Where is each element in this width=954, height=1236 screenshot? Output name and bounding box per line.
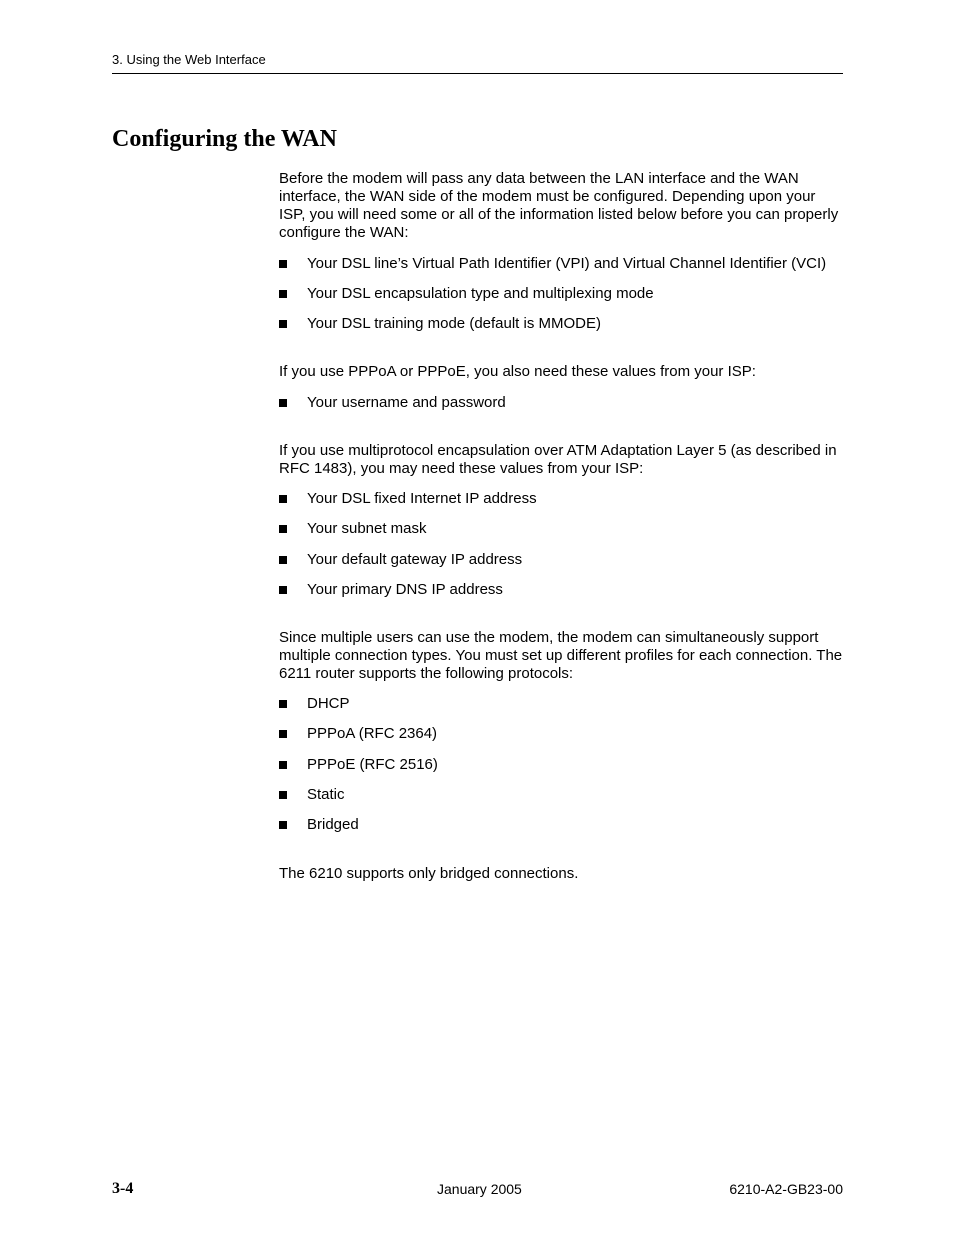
square-bullet-icon	[279, 260, 287, 268]
wan-info-list	[279, 255, 845, 333]
list-item-text: Your subnet mask	[307, 520, 427, 537]
running-header: 3. Using the Web Interface	[112, 52, 266, 67]
list-item	[279, 756, 845, 774]
list-item-text: Your DSL encapsulation type and multiplexing mode	[307, 285, 654, 302]
document-number: 6210-A2-GB23-00	[729, 1181, 843, 1197]
mpe-paragraph: If you use multiprotocol encapsulation over ATM Adaptation Layer 5 (as described in RFC 1483), you may need these values from your ISP:	[279, 442, 837, 477]
list-item	[279, 551, 845, 569]
list-item	[279, 786, 845, 804]
list-item	[279, 520, 845, 538]
list-item-text: PPPoE (RFC 2516)	[307, 756, 438, 773]
square-bullet-icon	[279, 320, 287, 328]
list-item-text: Your username and password	[307, 394, 506, 411]
protocol-list	[279, 695, 845, 834]
list-item-text: Your DSL fixed Internet IP address	[307, 490, 537, 507]
list-item	[279, 315, 845, 333]
square-bullet-icon	[279, 399, 287, 407]
list-item	[279, 695, 845, 713]
list-item-text: DHCP	[307, 695, 350, 712]
square-bullet-icon	[279, 525, 287, 533]
list-item-text: Your DSL line’s Virtual Path Identifier (VPI) and Virtual Channel Identifier (VCI)	[307, 255, 827, 272]
section-title: Configuring the WAN	[112, 126, 337, 152]
list-item-text: Your default gateway IP address	[307, 551, 523, 568]
list-item-text: Static	[307, 786, 345, 803]
list-item	[279, 490, 845, 508]
square-bullet-icon	[279, 586, 287, 594]
list-item	[279, 394, 845, 412]
closing-paragraph: The 6210 supports only bridged connections.	[279, 865, 579, 882]
list-item-text: Your DSL training mode (default is MMODE)	[307, 315, 602, 332]
list-item	[279, 285, 845, 303]
square-bullet-icon	[279, 700, 287, 708]
square-bullet-icon	[279, 791, 287, 799]
list-item-text: PPPoA (RFC 2364)	[307, 725, 438, 742]
section-body	[279, 170, 845, 883]
list-item	[279, 725, 845, 743]
intro-paragraph: Before the modem will pass any data between the LAN interface and the WAN interface, the WAN side of the modem must be configured. Depending upon your ISP, you will need some or all of the information listed below before you can properly configure the WAN:	[279, 170, 839, 241]
square-bullet-icon	[279, 730, 287, 738]
square-bullet-icon	[279, 290, 287, 298]
list-item	[279, 581, 845, 599]
list-item-text: Bridged	[307, 816, 359, 833]
ppp-info-list	[279, 394, 845, 412]
mpe-info-list	[279, 490, 845, 599]
ppp-paragraph: If you use PPPoA or PPPoE, you also need these values from your ISP:	[279, 363, 756, 380]
profiles-paragraph: Since multiple users can use the modem, the modem can simultaneously support multiple connection types. You must set up different profiles for each connection. The 6211 router supports the following protocols:	[279, 629, 843, 682]
footer-date: January 2005	[437, 1181, 522, 1197]
list-item	[279, 255, 845, 273]
header-rule	[112, 73, 843, 74]
page-number: 3-4	[112, 1180, 134, 1197]
list-item-text: Your primary DNS IP address	[307, 581, 503, 598]
square-bullet-icon	[279, 556, 287, 564]
square-bullet-icon	[279, 761, 287, 769]
square-bullet-icon	[279, 821, 287, 829]
list-item	[279, 816, 845, 834]
square-bullet-icon	[279, 495, 287, 503]
